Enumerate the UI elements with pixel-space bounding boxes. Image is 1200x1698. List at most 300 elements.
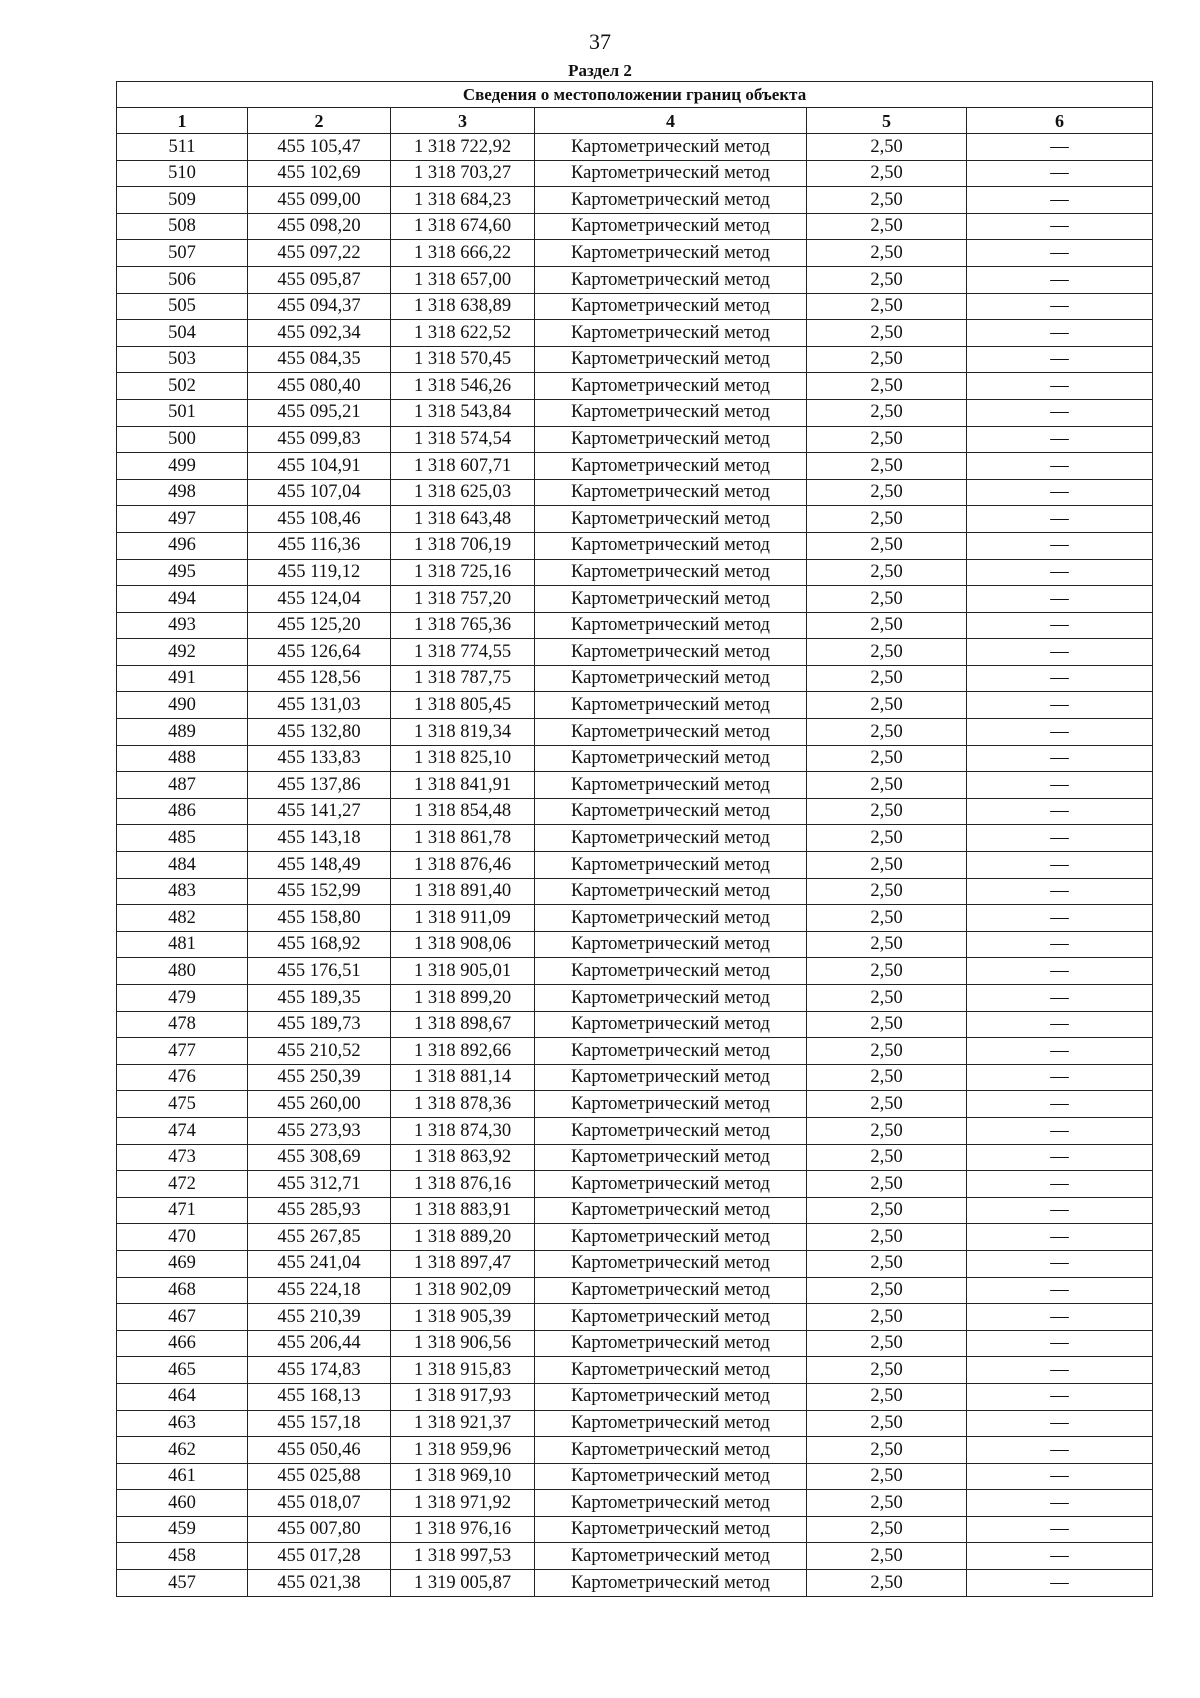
- x-coordinate-cell: 455 267,85: [248, 1224, 391, 1251]
- point-number-cell: 471: [117, 1197, 248, 1224]
- accuracy-cell: 2,50: [807, 532, 967, 559]
- point-number-cell: 498: [117, 479, 248, 506]
- description-cell: —: [967, 373, 1153, 400]
- method-cell: Картометрический метод: [535, 1463, 807, 1490]
- point-number-cell: 477: [117, 1038, 248, 1065]
- table-row: [117, 905, 1153, 932]
- table-row: [117, 320, 1153, 347]
- y-coordinate-cell: 1 318 899,20: [391, 985, 535, 1012]
- description-cell: —: [967, 1543, 1153, 1570]
- y-coordinate-cell: 1 318 543,84: [391, 399, 535, 426]
- point-number-cell: 466: [117, 1330, 248, 1357]
- description-cell: —: [967, 426, 1153, 453]
- table-row: [117, 745, 1153, 772]
- x-coordinate-cell: 455 119,12: [248, 559, 391, 586]
- y-coordinate-cell: 1 318 643,48: [391, 506, 535, 533]
- table-row: [117, 1437, 1153, 1464]
- description-cell: —: [967, 240, 1153, 267]
- accuracy-cell: 2,50: [807, 1064, 967, 1091]
- method-cell: Картометрический метод: [535, 612, 807, 639]
- y-coordinate-cell: 1 318 905,39: [391, 1304, 535, 1331]
- accuracy-cell: 2,50: [807, 719, 967, 746]
- description-cell: —: [967, 772, 1153, 799]
- y-coordinate-cell: 1 318 757,20: [391, 586, 535, 613]
- accuracy-cell: 2,50: [807, 1277, 967, 1304]
- description-cell: —: [967, 399, 1153, 426]
- table-row: [117, 532, 1153, 559]
- point-number-cell: 506: [117, 266, 248, 293]
- accuracy-cell: 2,50: [807, 825, 967, 852]
- table-caption-row: [117, 82, 1153, 108]
- y-coordinate-cell: 1 318 892,66: [391, 1038, 535, 1065]
- x-coordinate-cell: 455 108,46: [248, 506, 391, 533]
- x-coordinate-cell: 455 095,21: [248, 399, 391, 426]
- method-cell: Картометрический метод: [535, 1570, 807, 1597]
- x-coordinate-cell: 455 174,83: [248, 1357, 391, 1384]
- y-coordinate-cell: 1 318 703,27: [391, 160, 535, 187]
- y-coordinate-cell: 1 318 906,56: [391, 1330, 535, 1357]
- x-coordinate-cell: 455 080,40: [248, 373, 391, 400]
- y-coordinate-cell: 1 318 889,20: [391, 1224, 535, 1251]
- description-cell: —: [967, 745, 1153, 772]
- accuracy-cell: 2,50: [807, 1011, 967, 1038]
- table-row: [117, 1144, 1153, 1171]
- accuracy-cell: 2,50: [807, 1091, 967, 1118]
- description-cell: —: [967, 532, 1153, 559]
- point-number-cell: 510: [117, 160, 248, 187]
- description-cell: —: [967, 293, 1153, 320]
- description-cell: —: [967, 1383, 1153, 1410]
- x-coordinate-cell: 455 128,56: [248, 665, 391, 692]
- accuracy-cell: 2,50: [807, 1543, 967, 1570]
- accuracy-cell: 2,50: [807, 559, 967, 586]
- point-number-cell: 493: [117, 612, 248, 639]
- point-number-cell: 470: [117, 1224, 248, 1251]
- point-number-cell: 509: [117, 187, 248, 214]
- x-coordinate-cell: 455 116,36: [248, 532, 391, 559]
- point-number-cell: 474: [117, 1117, 248, 1144]
- y-coordinate-cell: 1 318 969,10: [391, 1463, 535, 1490]
- y-coordinate-cell: 1 318 546,26: [391, 373, 535, 400]
- x-coordinate-cell: 455 099,83: [248, 426, 391, 453]
- accuracy-cell: 2,50: [807, 1516, 967, 1543]
- accuracy-cell: 2,50: [807, 798, 967, 825]
- accuracy-cell: 2,50: [807, 1463, 967, 1490]
- y-coordinate-cell: 1 318 725,16: [391, 559, 535, 586]
- accuracy-cell: 2,50: [807, 293, 967, 320]
- method-cell: Картометрический метод: [535, 213, 807, 240]
- y-coordinate-cell: 1 318 915,83: [391, 1357, 535, 1384]
- y-coordinate-cell: 1 318 825,10: [391, 745, 535, 772]
- table-row: [117, 798, 1153, 825]
- x-coordinate-cell: 455 124,04: [248, 586, 391, 613]
- table-row: [117, 1304, 1153, 1331]
- x-coordinate-cell: 455 143,18: [248, 825, 391, 852]
- column-number: 5: [807, 108, 967, 134]
- point-number-cell: 484: [117, 852, 248, 879]
- description-cell: —: [967, 852, 1153, 879]
- method-cell: Картометрический метод: [535, 160, 807, 187]
- point-number-cell: 508: [117, 213, 248, 240]
- table-row: [117, 373, 1153, 400]
- x-coordinate-cell: 455 260,00: [248, 1091, 391, 1118]
- accuracy-cell: 2,50: [807, 931, 967, 958]
- x-coordinate-cell: 455 105,47: [248, 134, 391, 161]
- column-number: 3: [391, 108, 535, 134]
- accuracy-cell: 2,50: [807, 1224, 967, 1251]
- table-row: [117, 958, 1153, 985]
- method-cell: Картометрический метод: [535, 1144, 807, 1171]
- x-coordinate-cell: 455 210,52: [248, 1038, 391, 1065]
- table-row: [117, 1224, 1153, 1251]
- description-cell: —: [967, 1091, 1153, 1118]
- point-number-cell: 472: [117, 1171, 248, 1198]
- method-cell: Картометрический метод: [535, 825, 807, 852]
- x-coordinate-cell: 455 224,18: [248, 1277, 391, 1304]
- method-cell: Картометрический метод: [535, 1516, 807, 1543]
- method-cell: Картометрический метод: [535, 1117, 807, 1144]
- method-cell: Картометрический метод: [535, 905, 807, 932]
- table-row: [117, 1516, 1153, 1543]
- point-number-cell: 483: [117, 878, 248, 905]
- point-number-cell: 494: [117, 586, 248, 613]
- method-cell: Картометрический метод: [535, 320, 807, 347]
- description-cell: —: [967, 905, 1153, 932]
- point-number-cell: 478: [117, 1011, 248, 1038]
- accuracy-cell: 2,50: [807, 1490, 967, 1517]
- point-number-cell: 488: [117, 745, 248, 772]
- method-cell: Картометрический метод: [535, 1410, 807, 1437]
- y-coordinate-cell: 1 318 883,91: [391, 1197, 535, 1224]
- description-cell: —: [967, 1463, 1153, 1490]
- y-coordinate-cell: 1 318 722,92: [391, 134, 535, 161]
- point-number-cell: 473: [117, 1144, 248, 1171]
- accuracy-cell: 2,50: [807, 240, 967, 267]
- point-number-cell: 480: [117, 958, 248, 985]
- table-row: [117, 134, 1153, 161]
- method-cell: Картометрический метод: [535, 692, 807, 719]
- table-row: [117, 399, 1153, 426]
- table-row: [117, 1117, 1153, 1144]
- table-row: [117, 1570, 1153, 1597]
- method-cell: Картометрический метод: [535, 1330, 807, 1357]
- y-coordinate-cell: 1 318 891,40: [391, 878, 535, 905]
- description-cell: —: [967, 1011, 1153, 1038]
- point-number-cell: 507: [117, 240, 248, 267]
- method-cell: Картометрический метод: [535, 665, 807, 692]
- point-number-cell: 463: [117, 1410, 248, 1437]
- table-row: [117, 1330, 1153, 1357]
- point-number-cell: 504: [117, 320, 248, 347]
- column-number: 4: [535, 108, 807, 134]
- method-cell: Картометрический метод: [535, 1011, 807, 1038]
- table-row: [117, 559, 1153, 586]
- method-cell: Картометрический метод: [535, 745, 807, 772]
- table-row: [117, 1011, 1153, 1038]
- accuracy-cell: 2,50: [807, 426, 967, 453]
- description-cell: —: [967, 931, 1153, 958]
- description-cell: —: [967, 1117, 1153, 1144]
- method-cell: Картометрический метод: [535, 958, 807, 985]
- method-cell: Картометрический метод: [535, 586, 807, 613]
- description-cell: —: [967, 346, 1153, 373]
- accuracy-cell: 2,50: [807, 1144, 967, 1171]
- description-cell: —: [967, 320, 1153, 347]
- x-coordinate-cell: 455 241,04: [248, 1250, 391, 1277]
- x-coordinate-cell: 455 176,51: [248, 958, 391, 985]
- method-cell: Картометрический метод: [535, 1304, 807, 1331]
- description-cell: —: [967, 187, 1153, 214]
- y-coordinate-cell: 1 318 878,36: [391, 1091, 535, 1118]
- table-row: [117, 1197, 1153, 1224]
- method-cell: Картометрический метод: [535, 187, 807, 214]
- method-cell: Картометрический метод: [535, 1277, 807, 1304]
- x-coordinate-cell: 455 308,69: [248, 1144, 391, 1171]
- description-cell: —: [967, 1224, 1153, 1251]
- y-coordinate-cell: 1 318 997,53: [391, 1543, 535, 1570]
- y-coordinate-cell: 1 318 876,46: [391, 852, 535, 879]
- table-row: [117, 346, 1153, 373]
- table-row: [117, 1543, 1153, 1570]
- description-cell: —: [967, 506, 1153, 533]
- y-coordinate-cell: 1 318 863,92: [391, 1144, 535, 1171]
- description-cell: —: [967, 665, 1153, 692]
- description-cell: —: [967, 1144, 1153, 1171]
- point-number-cell: 461: [117, 1463, 248, 1490]
- x-coordinate-cell: 455 312,71: [248, 1171, 391, 1198]
- accuracy-cell: 2,50: [807, 346, 967, 373]
- x-coordinate-cell: 455 125,20: [248, 612, 391, 639]
- y-coordinate-cell: 1 318 819,34: [391, 719, 535, 746]
- table-row: [117, 586, 1153, 613]
- method-cell: Картометрический метод: [535, 852, 807, 879]
- x-coordinate-cell: 455 206,44: [248, 1330, 391, 1357]
- x-coordinate-cell: 455 017,28: [248, 1543, 391, 1570]
- accuracy-cell: 2,50: [807, 1410, 967, 1437]
- method-cell: Картометрический метод: [535, 772, 807, 799]
- y-coordinate-cell: 1 318 911,09: [391, 905, 535, 932]
- description-cell: —: [967, 479, 1153, 506]
- method-cell: Картометрический метод: [535, 426, 807, 453]
- method-cell: Картометрический метод: [535, 719, 807, 746]
- accuracy-cell: 2,50: [807, 187, 967, 214]
- description-cell: —: [967, 1171, 1153, 1198]
- point-number-cell: 462: [117, 1437, 248, 1464]
- x-coordinate-cell: 455 092,34: [248, 320, 391, 347]
- accuracy-cell: 2,50: [807, 453, 967, 480]
- accuracy-cell: 2,50: [807, 958, 967, 985]
- table-row: [117, 479, 1153, 506]
- description-cell: —: [967, 878, 1153, 905]
- x-coordinate-cell: 455 018,07: [248, 1490, 391, 1517]
- boundary-table: [116, 81, 1153, 1597]
- table-body: [117, 134, 1153, 1597]
- table-row: [117, 852, 1153, 879]
- y-coordinate-cell: 1 318 666,22: [391, 240, 535, 267]
- accuracy-cell: 2,50: [807, 1570, 967, 1597]
- description-cell: —: [967, 612, 1153, 639]
- y-coordinate-cell: 1 318 622,52: [391, 320, 535, 347]
- method-cell: Картометрический метод: [535, 985, 807, 1012]
- method-cell: Картометрический метод: [535, 373, 807, 400]
- y-coordinate-cell: 1 318 902,09: [391, 1277, 535, 1304]
- x-coordinate-cell: 455 107,04: [248, 479, 391, 506]
- table-row: [117, 1490, 1153, 1517]
- y-coordinate-cell: 1 318 765,36: [391, 612, 535, 639]
- description-cell: —: [967, 586, 1153, 613]
- description-cell: —: [967, 692, 1153, 719]
- y-coordinate-cell: 1 318 787,75: [391, 665, 535, 692]
- y-coordinate-cell: 1 318 874,30: [391, 1117, 535, 1144]
- table-row: [117, 293, 1153, 320]
- x-coordinate-cell: 455 133,83: [248, 745, 391, 772]
- point-number-cell: 511: [117, 134, 248, 161]
- table-row: [117, 719, 1153, 746]
- x-coordinate-cell: 455 097,22: [248, 240, 391, 267]
- method-cell: Картометрический метод: [535, 1197, 807, 1224]
- x-coordinate-cell: 455 099,00: [248, 187, 391, 214]
- x-coordinate-cell: 455 007,80: [248, 1516, 391, 1543]
- description-cell: —: [967, 266, 1153, 293]
- x-coordinate-cell: 455 157,18: [248, 1410, 391, 1437]
- description-cell: —: [967, 825, 1153, 852]
- method-cell: Картометрический метод: [535, 1490, 807, 1517]
- y-coordinate-cell: 1 318 684,23: [391, 187, 535, 214]
- y-coordinate-cell: 1 318 898,67: [391, 1011, 535, 1038]
- method-cell: Картометрический метод: [535, 878, 807, 905]
- point-number-cell: 459: [117, 1516, 248, 1543]
- table-row: [117, 1171, 1153, 1198]
- table-row: [117, 1091, 1153, 1118]
- table-row: [117, 931, 1153, 958]
- x-coordinate-cell: 455 148,49: [248, 852, 391, 879]
- accuracy-cell: 2,50: [807, 665, 967, 692]
- method-cell: Картометрический метод: [535, 1543, 807, 1570]
- point-number-cell: 465: [117, 1357, 248, 1384]
- x-coordinate-cell: 455 189,35: [248, 985, 391, 1012]
- point-number-cell: 495: [117, 559, 248, 586]
- point-number-cell: 469: [117, 1250, 248, 1277]
- method-cell: Картометрический метод: [535, 1038, 807, 1065]
- description-cell: —: [967, 1197, 1153, 1224]
- table-caption: Сведения о местоположении границ объекта: [117, 82, 1153, 108]
- point-number-cell: 492: [117, 639, 248, 666]
- description-cell: —: [967, 1250, 1153, 1277]
- y-coordinate-cell: 1 318 971,92: [391, 1490, 535, 1517]
- table-row: [117, 1064, 1153, 1091]
- x-coordinate-cell: 455 189,73: [248, 1011, 391, 1038]
- accuracy-cell: 2,50: [807, 692, 967, 719]
- accuracy-cell: 2,50: [807, 586, 967, 613]
- x-coordinate-cell: 455 094,37: [248, 293, 391, 320]
- description-cell: —: [967, 1410, 1153, 1437]
- y-coordinate-cell: 1 319 005,87: [391, 1570, 535, 1597]
- table-row: [117, 1410, 1153, 1437]
- y-coordinate-cell: 1 318 917,93: [391, 1383, 535, 1410]
- x-coordinate-cell: 455 104,91: [248, 453, 391, 480]
- column-number-row: [117, 108, 1153, 134]
- accuracy-cell: 2,50: [807, 373, 967, 400]
- accuracy-cell: 2,50: [807, 134, 967, 161]
- description-cell: —: [967, 559, 1153, 586]
- table-row: [117, 1357, 1153, 1384]
- method-cell: Картометрический метод: [535, 240, 807, 267]
- accuracy-cell: 2,50: [807, 266, 967, 293]
- table-row: [117, 1383, 1153, 1410]
- table-row: [117, 1463, 1153, 1490]
- table-row: [117, 160, 1153, 187]
- x-coordinate-cell: 455 168,13: [248, 1383, 391, 1410]
- y-coordinate-cell: 1 318 805,45: [391, 692, 535, 719]
- description-cell: —: [967, 1304, 1153, 1331]
- x-coordinate-cell: 455 158,80: [248, 905, 391, 932]
- method-cell: Картометрический метод: [535, 293, 807, 320]
- y-coordinate-cell: 1 318 854,48: [391, 798, 535, 825]
- method-cell: Картометрический метод: [535, 134, 807, 161]
- y-coordinate-cell: 1 318 574,54: [391, 426, 535, 453]
- description-cell: —: [967, 1330, 1153, 1357]
- description-cell: —: [967, 719, 1153, 746]
- point-number-cell: 457: [117, 1570, 248, 1597]
- table-row: [117, 506, 1153, 533]
- point-number-cell: 489: [117, 719, 248, 746]
- accuracy-cell: 2,50: [807, 878, 967, 905]
- point-number-cell: 479: [117, 985, 248, 1012]
- x-coordinate-cell: 455 273,93: [248, 1117, 391, 1144]
- point-number-cell: 476: [117, 1064, 248, 1091]
- x-coordinate-cell: 455 131,03: [248, 692, 391, 719]
- y-coordinate-cell: 1 318 959,96: [391, 1437, 535, 1464]
- point-number-cell: 487: [117, 772, 248, 799]
- point-number-cell: 467: [117, 1304, 248, 1331]
- description-cell: —: [967, 1357, 1153, 1384]
- accuracy-cell: 2,50: [807, 1437, 967, 1464]
- description-cell: —: [967, 134, 1153, 161]
- point-number-cell: 500: [117, 426, 248, 453]
- accuracy-cell: 2,50: [807, 399, 967, 426]
- y-coordinate-cell: 1 318 908,06: [391, 931, 535, 958]
- method-cell: Картометрический метод: [535, 1171, 807, 1198]
- description-cell: —: [967, 985, 1153, 1012]
- table-row: [117, 878, 1153, 905]
- method-cell: Картометрический метод: [535, 399, 807, 426]
- x-coordinate-cell: 455 084,35: [248, 346, 391, 373]
- description-cell: —: [967, 213, 1153, 240]
- point-number-cell: 482: [117, 905, 248, 932]
- x-coordinate-cell: 455 141,27: [248, 798, 391, 825]
- accuracy-cell: 2,50: [807, 506, 967, 533]
- method-cell: Картометрический метод: [535, 266, 807, 293]
- point-number-cell: 485: [117, 825, 248, 852]
- description-cell: —: [967, 639, 1153, 666]
- method-cell: Картометрический метод: [535, 1250, 807, 1277]
- description-cell: —: [967, 1570, 1153, 1597]
- method-cell: Картометрический метод: [535, 532, 807, 559]
- method-cell: Картометрический метод: [535, 1064, 807, 1091]
- x-coordinate-cell: 455 102,69: [248, 160, 391, 187]
- accuracy-cell: 2,50: [807, 1383, 967, 1410]
- description-cell: —: [967, 1490, 1153, 1517]
- y-coordinate-cell: 1 318 625,03: [391, 479, 535, 506]
- table-row: [117, 453, 1153, 480]
- table-row: [117, 1277, 1153, 1304]
- description-cell: —: [967, 453, 1153, 480]
- y-coordinate-cell: 1 318 876,16: [391, 1171, 535, 1198]
- accuracy-cell: 2,50: [807, 1171, 967, 1198]
- point-number-cell: 497: [117, 506, 248, 533]
- point-number-cell: 503: [117, 346, 248, 373]
- table-row: [117, 213, 1153, 240]
